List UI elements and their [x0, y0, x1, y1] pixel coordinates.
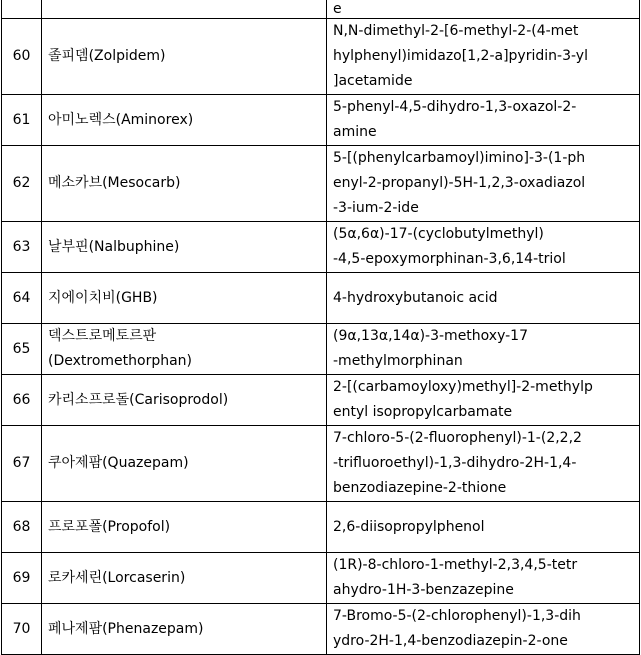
row-number: 66 — [2, 375, 42, 426]
substance-name: 카리소프로돌(Carisoprodol) — [42, 375, 327, 426]
row-number: 62 — [2, 146, 42, 222]
iupac-line: -trifluoroethyl)-1,3-dihydro-2H-1,4- — [333, 455, 577, 471]
table-row — [2, 426, 640, 502]
iupac-line: 2-[(carbamoyloxy)methyl]-2-methylp — [333, 379, 593, 395]
iupac-line: benzodiazepine-2-thione — [333, 480, 507, 496]
iupac-line: (5α,6α)-17-(cyclobutylmethyl) — [333, 226, 544, 242]
row-number — [2, 0, 42, 19]
substance-name — [42, 324, 327, 375]
iupac-line: -3-ium-2-ide — [333, 200, 419, 216]
iupac-name — [327, 95, 640, 146]
table-row — [2, 273, 640, 324]
iupac-name — [327, 19, 640, 95]
substance-name-line: (Dextromethorphan) — [48, 353, 193, 369]
table-row — [2, 19, 640, 95]
table-row — [2, 324, 640, 375]
substance-name: 지에이치비(GHB) — [42, 273, 327, 324]
table-row — [2, 375, 640, 426]
iupac-line: ydro-2H-1,4-benzodiazepin-2-one — [333, 633, 568, 649]
iupac-name: 2,6-diisopropylphenol — [327, 502, 640, 553]
iupac-line: N,N-dimethyl-2-[6-methyl-2-(4-met — [333, 23, 579, 39]
controlled-substances-table — [1, 0, 640, 655]
substance-name: 로카세린(Lorcaserin) — [42, 553, 327, 604]
iupac-line: ]acetamide — [333, 73, 413, 89]
iupac-name — [327, 375, 640, 426]
table-row — [2, 553, 640, 604]
row-number: 60 — [2, 19, 42, 95]
row-number: 63 — [2, 222, 42, 273]
iupac-line: 7-chloro-5-(2-fluorophenyl)-1-(2,2,2 — [333, 430, 582, 446]
row-number: 67 — [2, 426, 42, 502]
iupac-name: 4-hydroxybutanoic acid — [327, 273, 640, 324]
iupac-name — [327, 146, 640, 222]
iupac-line: ahydro-1H-3-benzazepine — [333, 582, 514, 598]
substance-name — [42, 0, 327, 19]
iupac-line: 7-Bromo-5-(2-chlorophenyl)-1,3-dih — [333, 608, 581, 624]
iupac-line: enyl-2-propanyl)-5H-1,2,3-oxadiazol — [333, 175, 586, 191]
row-number: 70 — [2, 604, 42, 655]
iupac-line: hylphenyl)imidazo[1,2-a]pyridin-3-yl — [333, 48, 588, 64]
row-number: 64 — [2, 273, 42, 324]
iupac-name: e — [327, 0, 640, 19]
table-row — [2, 95, 640, 146]
row-number: 65 — [2, 324, 42, 375]
substance-name: 메소카브(Mesocarb) — [42, 146, 327, 222]
iupac-name — [327, 604, 640, 655]
iupac-line: 5-phenyl-4,5-dihydro-1,3-oxazol-2- — [333, 99, 577, 115]
iupac-name — [327, 324, 640, 375]
iupac-line: (1R)-8-chloro-1-methyl-2,3,4,5-tetr — [333, 557, 578, 573]
iupac-name — [327, 222, 640, 273]
iupac-name — [327, 553, 640, 604]
row-number: 69 — [2, 553, 42, 604]
substance-name: 졸피뎀(Zolpidem) — [42, 19, 327, 95]
table-row — [2, 604, 640, 655]
iupac-line: (9α,13α,14α)-3-methoxy-17 — [333, 328, 528, 344]
substance-name: 프로포폴(Propofol) — [42, 502, 327, 553]
iupac-line: -4,5-epoxymorphinan-3,6,14-triol — [333, 251, 566, 267]
row-number: 61 — [2, 95, 42, 146]
iupac-line: entyl isopropylcarbamate — [333, 404, 513, 420]
iupac-line: 5-[(phenylcarbamoyl)imino]-3-(1-ph — [333, 150, 586, 166]
substance-name-line: 덱스트로메토르판 — [48, 328, 157, 344]
substance-name: 아미노렉스(Aminorex) — [42, 95, 327, 146]
iupac-name — [327, 426, 640, 502]
substance-name: 페나제팜(Phenazepam) — [42, 604, 327, 655]
substance-name: 쿠아제팜(Quazepam) — [42, 426, 327, 502]
table-row — [2, 146, 640, 222]
table-row — [2, 502, 640, 553]
substance-name: 날부핀(Nalbuphine) — [42, 222, 327, 273]
table-row — [2, 0, 640, 19]
table-row — [2, 222, 640, 273]
iupac-line: amine — [333, 124, 377, 140]
iupac-line: -methylmorphinan — [333, 353, 463, 369]
row-number: 68 — [2, 502, 42, 553]
